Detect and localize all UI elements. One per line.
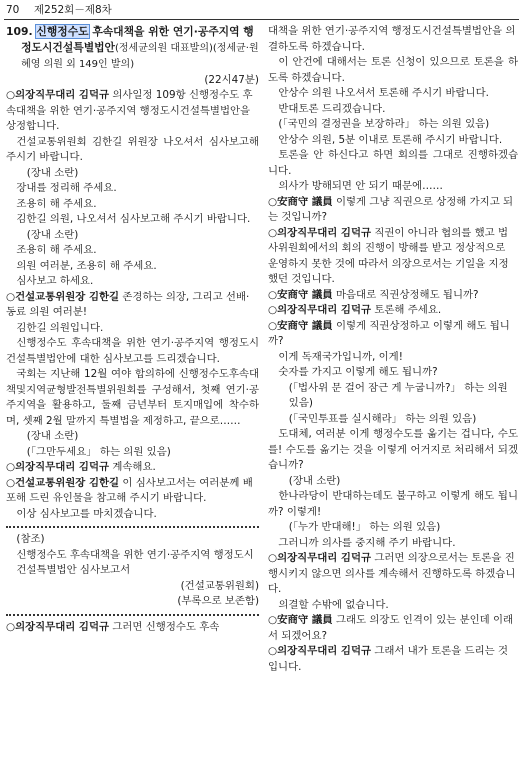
speech-text: 의사일정 109항 신행정수도 후속대책을 위한 연기·공주지역 행정도시건설특별법안을 상정합니다. — [6, 89, 253, 132]
paragraph: 조용히 해 주세요. — [16, 197, 97, 210]
speaker-name: 安商守 議員 — [277, 319, 333, 332]
stage-direction: (「누가 반대해!」 하는 의원 있음) — [288, 521, 441, 533]
speech-committee-chair — [6, 290, 259, 321]
stage-direction: (「그만두세요」 하는 의원 있음) — [26, 445, 171, 458]
paragraph: 의사가 방해되면 안 되기 때문에…… — [278, 180, 443, 192]
speech-text: 그래서 내가 토론을 드리는 것입니다. — [268, 645, 508, 673]
dotted-separator — [6, 614, 259, 616]
speech-bullet: ○ — [6, 620, 16, 633]
agenda-time: (22시47분) — [204, 73, 259, 86]
right-column — [268, 24, 518, 762]
paragraph: 국회는 지난해 12월 여야 합의하에 신행정수도후속대책및지역균형발전특별위원회를 구성해서, 첫째 연기·공주지역을 활용하고, 둘째 금년부터 토지매입에 착수하며, 셋째 2월 말까지 특별법을 제정하고, 끝으로…… — [6, 368, 259, 427]
paragraph: 반대토론 드리겠습니다. — [278, 102, 386, 115]
paragraph: 한나라당이 반대하는데도 불구하고 이렇게 해도 됩니까? 이렇게! — [268, 490, 518, 518]
speech-text: 직권이 아니라 협의를 했고 법사위원회에서의 회의 진행이 방해를 받고 정상적으로 운영하지 못한 것에 따라서 의장으로서는 기일을 지정했던 것입니다. — [268, 226, 509, 285]
speech-text: 이 심사보고서는 여러분께 배포해 드린 유인물을 참고해 주시기 바랍니다. — [6, 476, 253, 504]
header-rule — [4, 19, 519, 20]
paragraph: 숫자를 가지고 이렇게 해도 됩니까? — [278, 366, 438, 378]
page-header — [6, 3, 517, 19]
paragraph: 장내를 정리해 주세요. — [16, 182, 117, 194]
speech-member — [268, 195, 518, 226]
paragraph: 이상 심사보고를 마치겠습니다. — [16, 507, 157, 520]
agenda-title-rest: 후속대책을 위한 연기·공주지역 행정도시건설특별법안 — [21, 25, 254, 54]
speech-member — [268, 288, 518, 304]
paragraph: 김한길 의원입니다. — [16, 321, 104, 334]
speech-bullet: ○ — [268, 614, 278, 626]
paragraph: 도대체, 여러분 이게 행정수도를 옮기는 겁니다, 수도를! 수도를 옮기는 것을 이렇게 어거지로 처리해서 되겠습니까? — [268, 428, 518, 471]
paragraph: 의원 여러분, 조용히 해 주세요. — [16, 259, 157, 272]
stage-direction: (장내 소란) — [288, 474, 341, 487]
left-column — [6, 24, 259, 762]
paragraph: 토론을 안 하신다고 하면 회의를 그대로 진행하겠습니다. — [268, 149, 518, 177]
speech-text: 계속해요. — [109, 461, 156, 473]
speech-chair — [6, 460, 259, 476]
session-label: 제252회－제8차 — [34, 4, 112, 16]
speech-chair — [6, 88, 259, 135]
speech-member — [268, 613, 518, 644]
speech-bullet: ○ — [268, 304, 278, 316]
speaker-name: 의장직무대리 김덕규 — [277, 304, 372, 316]
speech-chair — [268, 644, 518, 675]
speech-bullet: ○ — [6, 461, 16, 473]
speech-bullet: ○ — [268, 226, 278, 239]
reference-note: (부록으로 보존함) — [177, 595, 259, 607]
speech-text: 그러면 의장으로서는 토론을 진행시키지 않으면 의사를 계속해서 진행하도록 하겠습니다. — [268, 552, 516, 595]
speech-bullet: ○ — [268, 552, 278, 564]
agenda-sponsors: (정세균의원 대표발의)(정세균·원혜영 의원 외 149인 발의) — [21, 42, 259, 70]
speech-text: 그러면 신행정수도 후속 — [109, 620, 220, 633]
speech-bullet: ○ — [268, 288, 278, 301]
speech-text: 마음대로 직권상정해도 됩니까? — [332, 288, 479, 301]
speaker-name: 의장직무대리 김덕규 — [277, 552, 372, 564]
speech-chair — [6, 620, 259, 636]
speaker-name: 安商守 議員 — [277, 614, 333, 626]
speaker-name: 安商守 議員 — [277, 195, 333, 208]
stage-direction: (장내 소란) — [26, 430, 79, 442]
paragraph: 이 안건에 대해서는 토론 신청이 있으므로 토론을 하도록 하겠습니다. — [268, 56, 518, 84]
stage-direction: (장내 소란) — [26, 228, 79, 241]
paragraph: 건설교통위원회 김한길 위원장 나오셔서 심사보고해 주시기 바랍니다. — [6, 135, 259, 163]
speech-chair — [268, 226, 518, 288]
paragraph: 대책을 위한 연기·공주지역 행정도시건설특별법안을 의결하도록 하겠습니다. — [268, 25, 516, 53]
speech-committee-chair — [6, 476, 259, 507]
paragraph: 의결할 수밖에 없습니다. — [278, 598, 389, 611]
paragraph: 김한길 의원, 나오셔서 심사보고해 주시기 바랍니다. — [16, 213, 251, 225]
speech-text: 이렇게 그냥 직권으로 상정해 가지고 되는 것입니까? — [268, 195, 514, 223]
paragraph: 심사보고 하세요. — [16, 275, 94, 287]
speaker-name: 의장직무대리 김덕규 — [15, 461, 110, 473]
stage-direction: (「국민의 결정권을 보장하라」 하는 의원 있음) — [278, 118, 490, 130]
paragraph: 안상수 의원, 5분 이내로 토론해 주시기 바랍니다. — [278, 133, 503, 146]
stage-direction: (장내 소란) — [26, 166, 79, 179]
dotted-separator — [6, 526, 259, 528]
speech-member — [268, 319, 518, 350]
speech-text: 토론해 주세요. — [371, 304, 442, 316]
stage-direction: (「법사위 문 걸어 잠근 게 누굽니까?」 하는 의원 있음) — [288, 381, 508, 409]
speaker-name: 의장직무대리 김덕규 — [277, 645, 372, 657]
speaker-name: 건설교통위원장 김한길 — [15, 290, 120, 303]
paragraph: 안상수 의원 나오셔서 토론해 주시기 바랍니다. — [278, 87, 489, 99]
speech-text: 그래도 의장도 인격이 있는 분인데 이래서 되겠어요? — [268, 614, 514, 642]
speaker-name: 의장직무대리 김덕규 — [15, 620, 110, 633]
speaker-name: 의장직무대리 김덕규 — [277, 226, 372, 239]
reference-org: (건설교통위원회) — [180, 579, 259, 592]
speech-bullet: ○ — [6, 89, 16, 101]
speech-bullet: ○ — [268, 645, 278, 657]
speech-chair — [268, 303, 518, 319]
page-number: 70 — [6, 4, 20, 16]
paragraph: 그러니까 의사를 중지해 주기 바랍니다. — [278, 536, 456, 549]
reference-label: (참조) — [16, 533, 45, 545]
speech-bullet: ○ — [6, 476, 16, 489]
agenda-title — [6, 24, 259, 73]
reference-text: 신행정수도 후속대책을 위한 연기·공주지역 행정도시건설특별법안 심사보고서 — [16, 548, 254, 576]
speech-bullet: ○ — [268, 195, 278, 208]
speech-chair — [268, 551, 518, 598]
paragraph: 조용히 해 주세요. — [16, 244, 97, 256]
paragraph: 이게 독재국가입니까, 이게! — [278, 350, 403, 363]
stage-direction: (「국민투표를 실시해라」 하는 의원 있음) — [288, 412, 477, 425]
speaker-name: 의장직무대리 김덕규 — [15, 89, 110, 101]
agenda-highlight[interactable]: 신행정수도 — [36, 25, 89, 38]
speaker-name: 安商守 議員 — [277, 288, 333, 301]
speech-text: 존경하는 의장, 그리고 선배·동료 의원 여러분! — [6, 290, 250, 318]
paragraph: 신행정수도 후속대책을 위한 연기·공주지역 행정도시건설특별법안에 대한 심사보고를 드리겠습니다. — [6, 337, 259, 365]
speaker-name: 건설교통위원장 김한길 — [15, 476, 120, 489]
speech-bullet: ○ — [268, 319, 278, 332]
agenda-number: 109. — [6, 25, 33, 38]
speech-bullet: ○ — [6, 290, 16, 303]
speech-text: 이렇게 직권상정하고 이렇게 해도 됩니까? — [268, 319, 510, 347]
